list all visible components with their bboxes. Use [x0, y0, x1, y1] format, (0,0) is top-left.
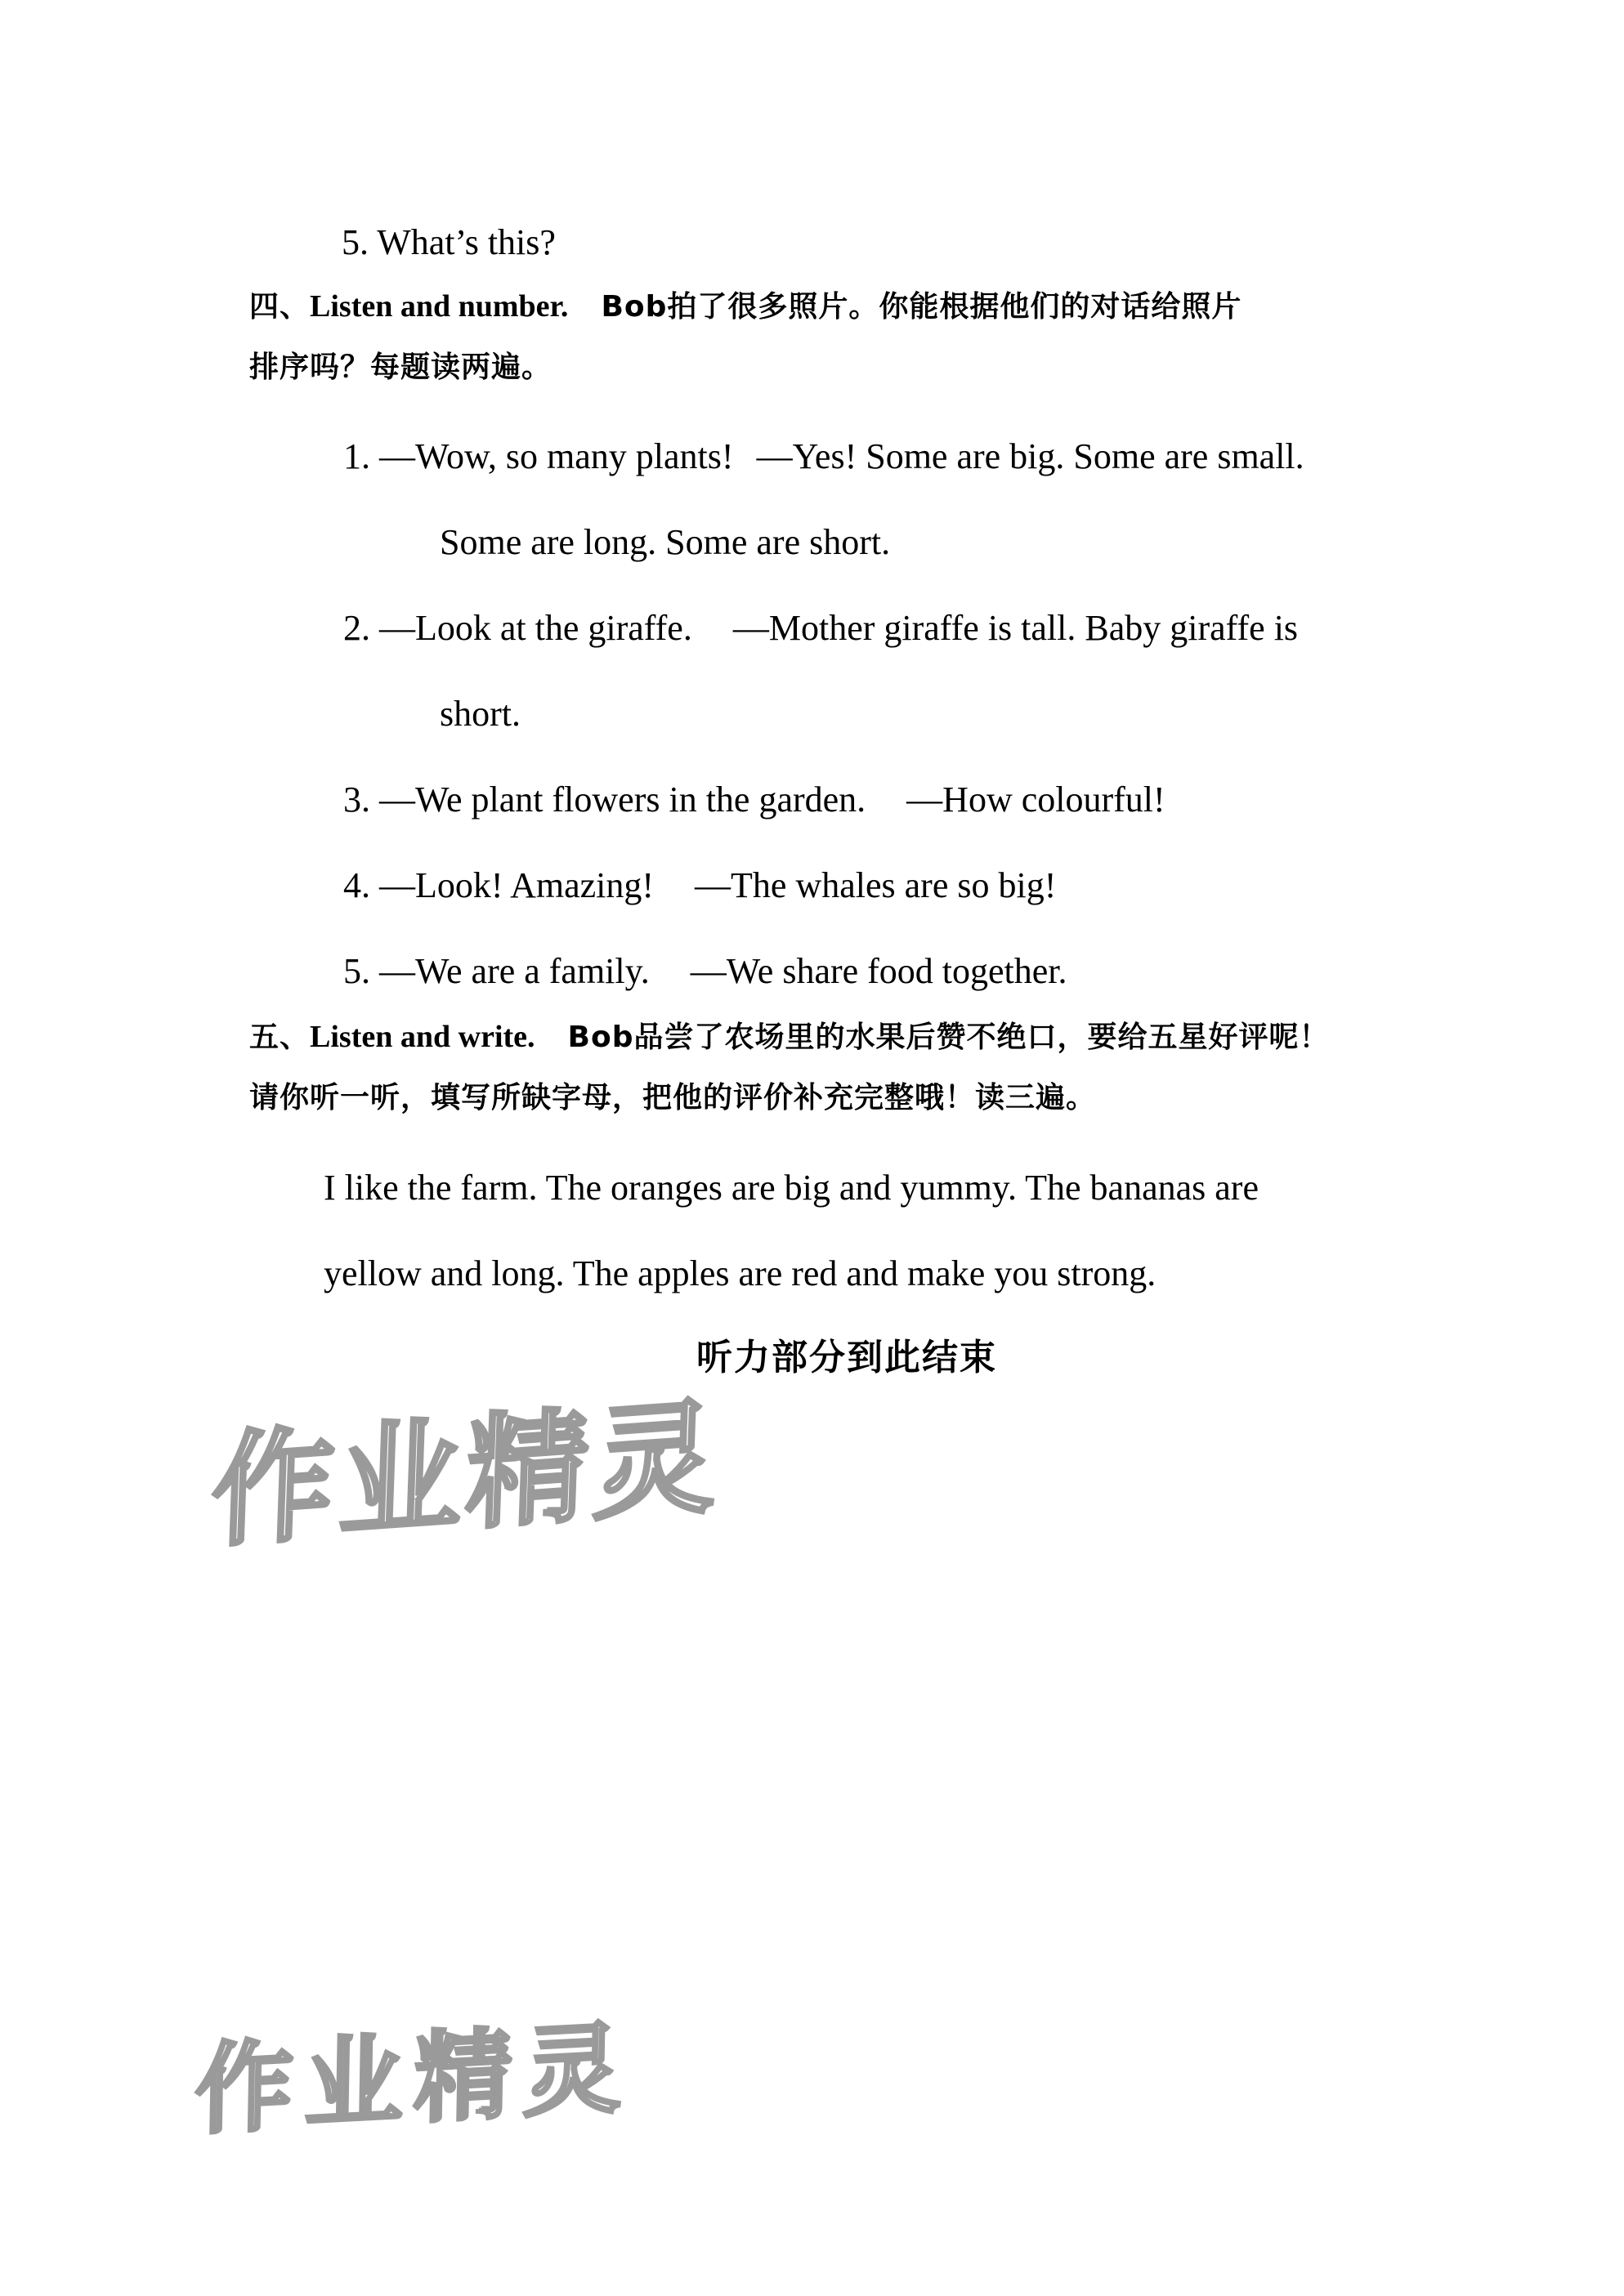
- previous-question: 5. What’s this?: [342, 222, 556, 262]
- section5-number: 五、: [249, 1021, 311, 1054]
- dialogue-item: [343, 610, 1298, 646]
- watermark-logo: 作业精灵: [209, 1386, 723, 1565]
- section5-instruction: Bob品尝了农场里的水果后赞不绝口，要给五星好评呢！: [567, 1021, 1330, 1054]
- dialogue-line-a: —Look! Amazing!: [379, 865, 655, 905]
- section5-heading: [249, 1021, 1329, 1052]
- dialogue-line-a: —Look at the giraffe.: [379, 608, 692, 648]
- passage-line: I like the farm. The oranges are big and yummy. The bananas are: [324, 1168, 1259, 1208]
- section5-title: Listen and write.: [310, 1020, 535, 1054]
- dialogue-item: [343, 779, 1165, 820]
- item-number: 1.: [343, 436, 370, 476]
- dialogue-item: [343, 436, 1304, 476]
- item-number: 3.: [343, 779, 370, 820]
- dialogue-line-a: —We plant flowers in the garden.: [379, 779, 866, 820]
- watermark-logo: 作业精灵: [194, 2011, 634, 2149]
- dialogue-item: [343, 951, 1067, 991]
- dialogue-item: [343, 865, 1057, 905]
- dialogue-line-b: —Yes! Some are big. Some are small.: [756, 436, 1304, 476]
- section4-title: Listen and number.: [310, 289, 569, 324]
- section5-instruction-cont: 请你听一听，填写所缺字母，把他的评价补充完整哦！读三遍。: [249, 1081, 1097, 1114]
- dialogue-line-b: —How colourful!: [906, 779, 1165, 820]
- section4-number: 四、: [249, 290, 311, 324]
- dialogue-line-b: —We share food together.: [690, 951, 1067, 991]
- dialogue-continuation: Some are long. Some are short.: [440, 522, 891, 562]
- section4-instruction: Bob拍了很多照片。你能根据他们的对话给照片: [601, 290, 1242, 324]
- item-number: 4.: [343, 865, 370, 905]
- dialogue-line-a: —Wow, so many plants!: [379, 436, 734, 476]
- section4-heading: [249, 291, 1241, 322]
- item-number: 2.: [343, 608, 370, 648]
- passage-line: yellow and long. The apples are red and make you strong.: [324, 1253, 1156, 1293]
- item-number: 5.: [343, 951, 370, 991]
- dialogue-line-b: —The whales are so big!: [695, 865, 1057, 905]
- section4-instruction-cont: 排序吗？每题读两遍。: [249, 351, 553, 384]
- dialogue-line-b: —Mother giraffe is tall. Baby giraffe is: [732, 608, 1299, 648]
- dialogue-continuation: short.: [440, 694, 521, 734]
- end-of-listening-title: 听力部分到此结束: [696, 1337, 997, 1378]
- dialogue-line-a: —We are a family.: [379, 951, 650, 991]
